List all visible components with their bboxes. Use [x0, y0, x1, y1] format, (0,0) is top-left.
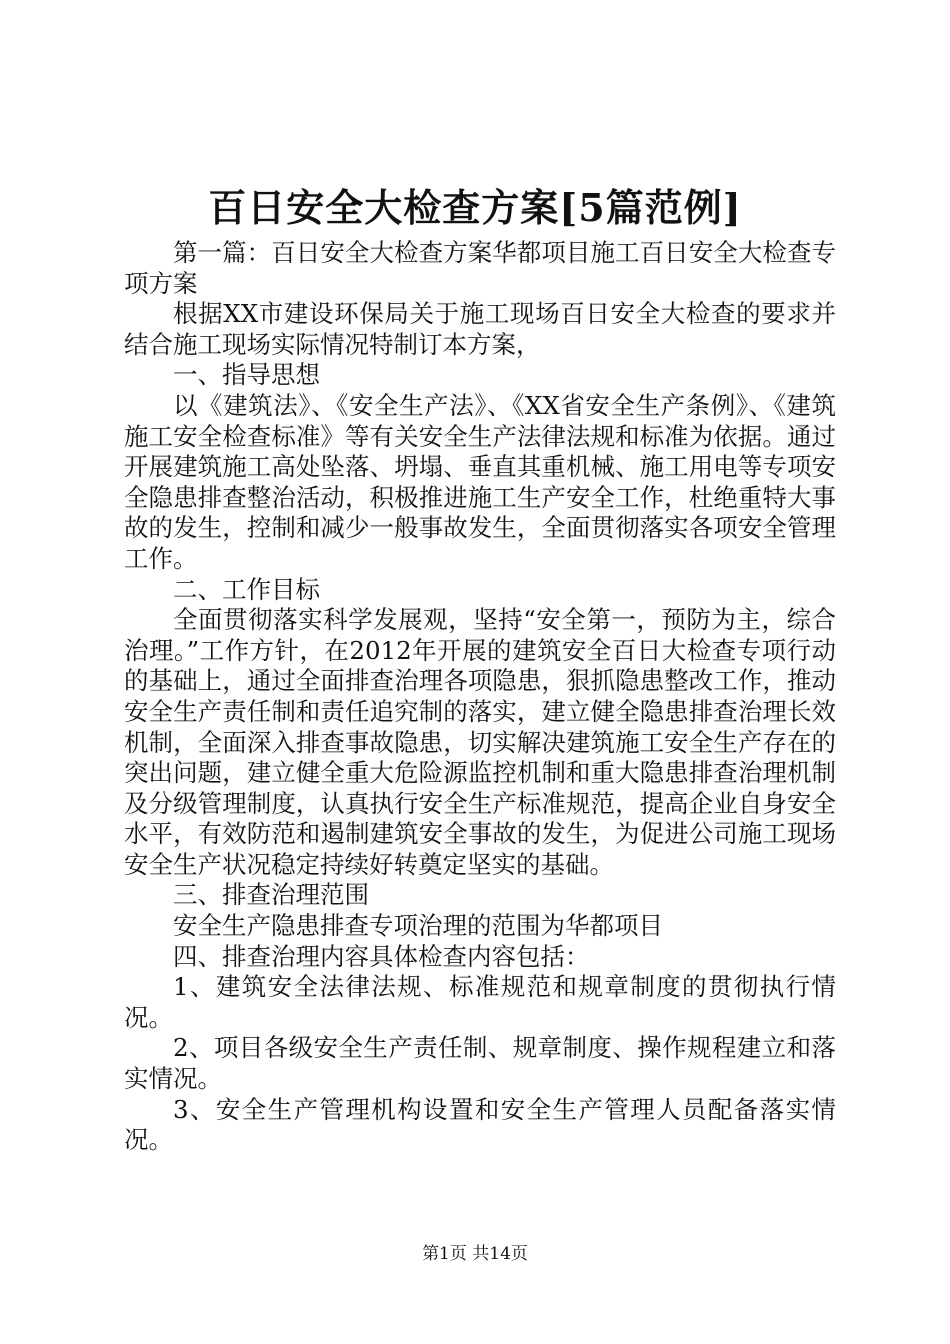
- page-footer: 第1页 共14页: [422, 1244, 528, 1264]
- section-heading-scope: 三、排查治理范围: [173, 880, 369, 910]
- list-item-3: 3、安全生产管理机构设置和安全生产管理人员配备落实情况。: [124, 1094, 836, 1155]
- section-heading-guiding-thought: 一、指导思想: [173, 360, 320, 390]
- list-item-1: 1、建筑安全法律法规、标准规范和规章制度的贯彻执行情况。: [124, 972, 836, 1032]
- section-heading-work-goals: 二、工作目标: [173, 574, 320, 604]
- list-item-2: 2、项目各级安全生产责任制、规章制度、操作规程建立和落实情况。: [124, 1033, 836, 1094]
- section-heading-contents: 四、排查治理内容具体检查内容包括：: [173, 941, 590, 971]
- paragraph-work-goals: 全面贯彻落实科学发展观，坚持“安全第一，预防为主，综合治理。”工作方针，在2012年开展的建筑安全百日大检查专项行动的基础上，通过全面排查治理各项隐患，狠抓隐患整改工作，推动安全生产责任制和责任追究制的落实，建立健全隐患排查治理长效机制，全面深入排查事故隐患，切实解决建筑施工安全生产存在的突出问题，建立健全重大危险源监控机制和重大隐患排查治理机制及分级管理制度，认真执行安全生产标准规范，提高企业自身安全水平，有效防范和遏制建筑安全事故的发生，为促进公司施工现场安全生产状况稳定持续好转奠定坚实的基础。: [124, 605, 836, 879]
- paragraph-part-one-heading: 第一篇：百日安全大检查方案华都项目施工百日安全大检查专项方案: [124, 238, 836, 298]
- document-body: [124, 238, 836, 1156]
- paragraph-intro: 根据XX市建设环保局关于施工现场百日安全大检查的要求并结合施工现场实际情况特制订本方案，: [124, 299, 836, 359]
- paragraph-guiding-thought: 以《建筑法》、《安全生产法》、《XX省安全生产条例》、《建筑施工安全检查标准》等有关安全生产法律法规和标准为依据。通过开展建筑施工高处坠落、坍塌、垂直其重机械、施工用电等专项安全隐患排查整治活动，积极推进施工生产安全工作，杜绝重特大事故的发生，控制和减少一般事故发生，全面贯彻落实各项安全管理工作。: [124, 390, 836, 573]
- document-title: 百日安全大检查方案[5篇范例]: [208, 185, 742, 230]
- paragraph-scope: 安全生产隐患排查专项治理的范围为华都项目: [173, 911, 663, 941]
